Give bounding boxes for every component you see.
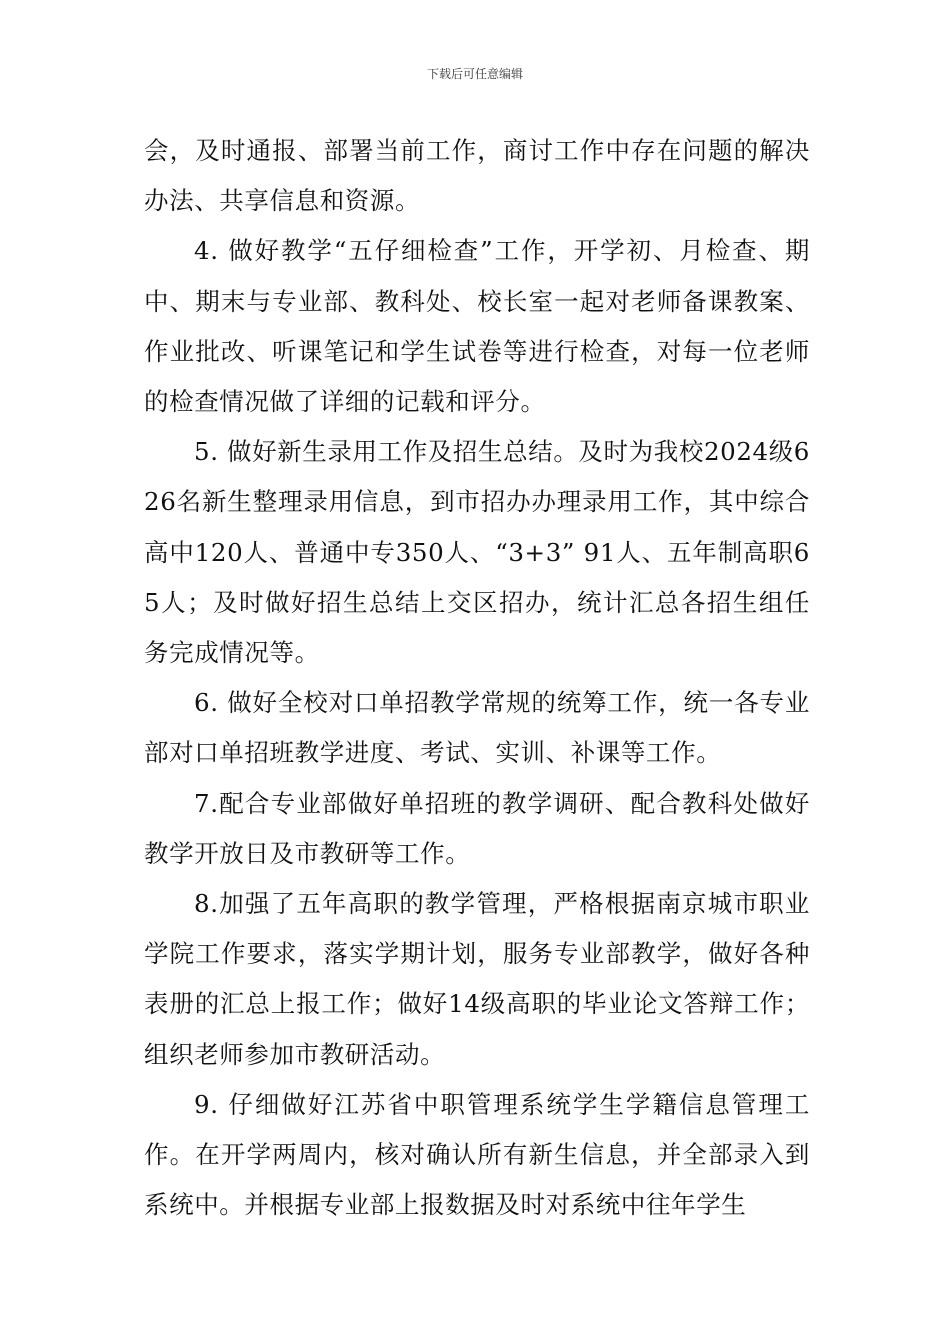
paragraph-item-9: 9. 仔细做好江苏省中职管理系统学生学籍信息管理工作。在开学两周内，核对确认所有新生信息，并全部录入到系统中。并根据专业部上报数据及时对系统中往年学生 <box>144 1089 810 1220</box>
paragraph-continuation: 会，及时通报、部署当前工作，商讨工作中存在问题的解决办法、共享信息和资源。 <box>144 136 810 216</box>
paragraph-item-6: 6. 做好全校对口单招教学常规的统筹工作，统一各专业部对口单招班教学进度、考试、实训、补课等工作。 <box>144 688 810 768</box>
paragraph-item-4: 4. 做好教学“五仔细检查”工作，开学初、月检查、期中、期末与专业部、教科处、校长室一起对老师备课教案、作业批改、听课笔记和学生试卷等进行检查，对每一位老师的检查情况做了详细的记载和评分。 <box>144 236 810 417</box>
page-header-note: 下载后可任意编辑 <box>426 67 523 81</box>
paragraph-item-7: 7.配合专业部做好单招班的教学调研、配合教科处做好教学开放日及市教研等工作。 <box>144 788 810 868</box>
paragraph-item-8: 8.加强了五年高职的教学管理，严格根据南京城市职业学院工作要求，落实学期计划，服务专业部教学，做好各种表册的汇总上报工作；做好14级高职的毕业论文答辩工作；组织老师参加市教研活动。 <box>144 889 810 1069</box>
paragraph-item-5: 5. 做好新生录用工作及招生总结。及时为我校2024级626名新生整理录用信息，到市招办办理录用工作，其中综合高中120人、普通中专350人、“3+3” 91人、五年制高职65人；及时做好招生总结上交区招办，统计汇总各招生组任务完成情况等。 <box>144 437 810 668</box>
document-body <box>144 126 810 1230</box>
